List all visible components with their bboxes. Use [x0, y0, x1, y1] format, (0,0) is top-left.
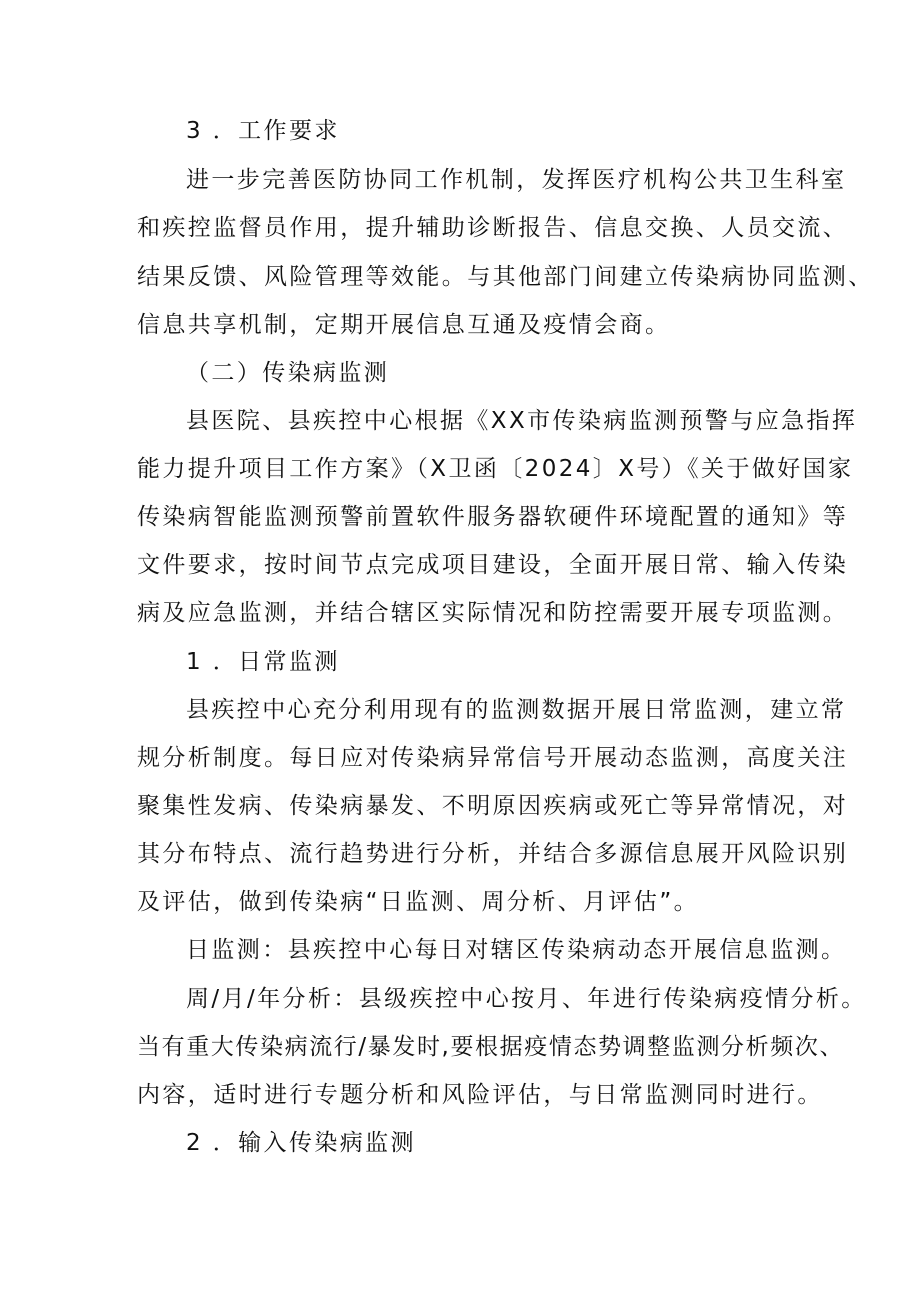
- section-heading-infectious-disease-monitoring: （二）传染病监测: [186, 360, 390, 386]
- paragraph-line: 县疾控中心充分利用现有的监测数据开展日常监测，建立常: [186, 697, 847, 723]
- paragraph-line: 聚集性发病、传染病暴发、不明原因疾病或死亡等异常情况，对: [137, 793, 849, 819]
- paragraph-line: 规分析制度。每日应对传染病异常信号开展动态监测，高度关注: [137, 745, 849, 771]
- paragraph-line: 能力提升项目工作方案》（X卫函〔2024〕X号）《关于做好国家: [137, 456, 854, 482]
- paragraph-line: 进一步完善医防协同工作机制，发挥医疗机构公共卫生科室: [186, 167, 847, 193]
- section-heading-imported-disease-monitoring: 2 ．输入传染病监测: [186, 1130, 416, 1156]
- paragraph-line: 文件要求，按时间节点完成项目建设，全面开展日常、输入传染: [137, 552, 849, 578]
- section-heading-work-requirements: 3 ．工作要求: [186, 118, 340, 144]
- paragraph-line: 结果反馈、风险管理等效能。与其他部门间建立传染病协同监测、: [137, 264, 874, 290]
- paragraph-line: 当有重大传染病流行/暴发时,要根据疫情态势调整监测分析频次、: [137, 1034, 845, 1060]
- section-heading-daily-monitoring: 1 ．日常监测: [186, 649, 340, 675]
- paragraph-line: 日监测：县疾控中心每日对辖区传染病动态开展信息监测。: [186, 937, 847, 963]
- paragraph-line: 信息共享机制，定期开展信息互通及疫情会商。: [137, 312, 671, 338]
- paragraph-line: 病及应急监测，并结合辖区实际情况和防控需要开展专项监测。: [137, 600, 849, 626]
- paragraph-line: 和疾控监督员作用，提升辅助诊断报告、信息交换、人员交流、: [137, 215, 849, 241]
- paragraph-line: 内容，适时进行专题分析和风险评估，与日常监测同时进行。: [137, 1082, 823, 1108]
- paragraph-line: 其分布特点、流行趋势进行分析，并结合多源信息展开风险识别: [137, 841, 849, 867]
- paragraph-line: 及评估，做到传染病“日监测、周分析、月评估”。: [137, 889, 700, 915]
- paragraph-line: 周/月/年分析：县级疾控中心按月、年进行传染病疫情分析。: [186, 986, 867, 1012]
- paragraph-line: 传染病智能监测预警前置软件服务器软硬件环境配置的通知》等: [137, 504, 849, 530]
- paragraph-line: 县医院、县疾控中心根据《XX市传染病监测预警与应急指挥: [186, 408, 858, 434]
